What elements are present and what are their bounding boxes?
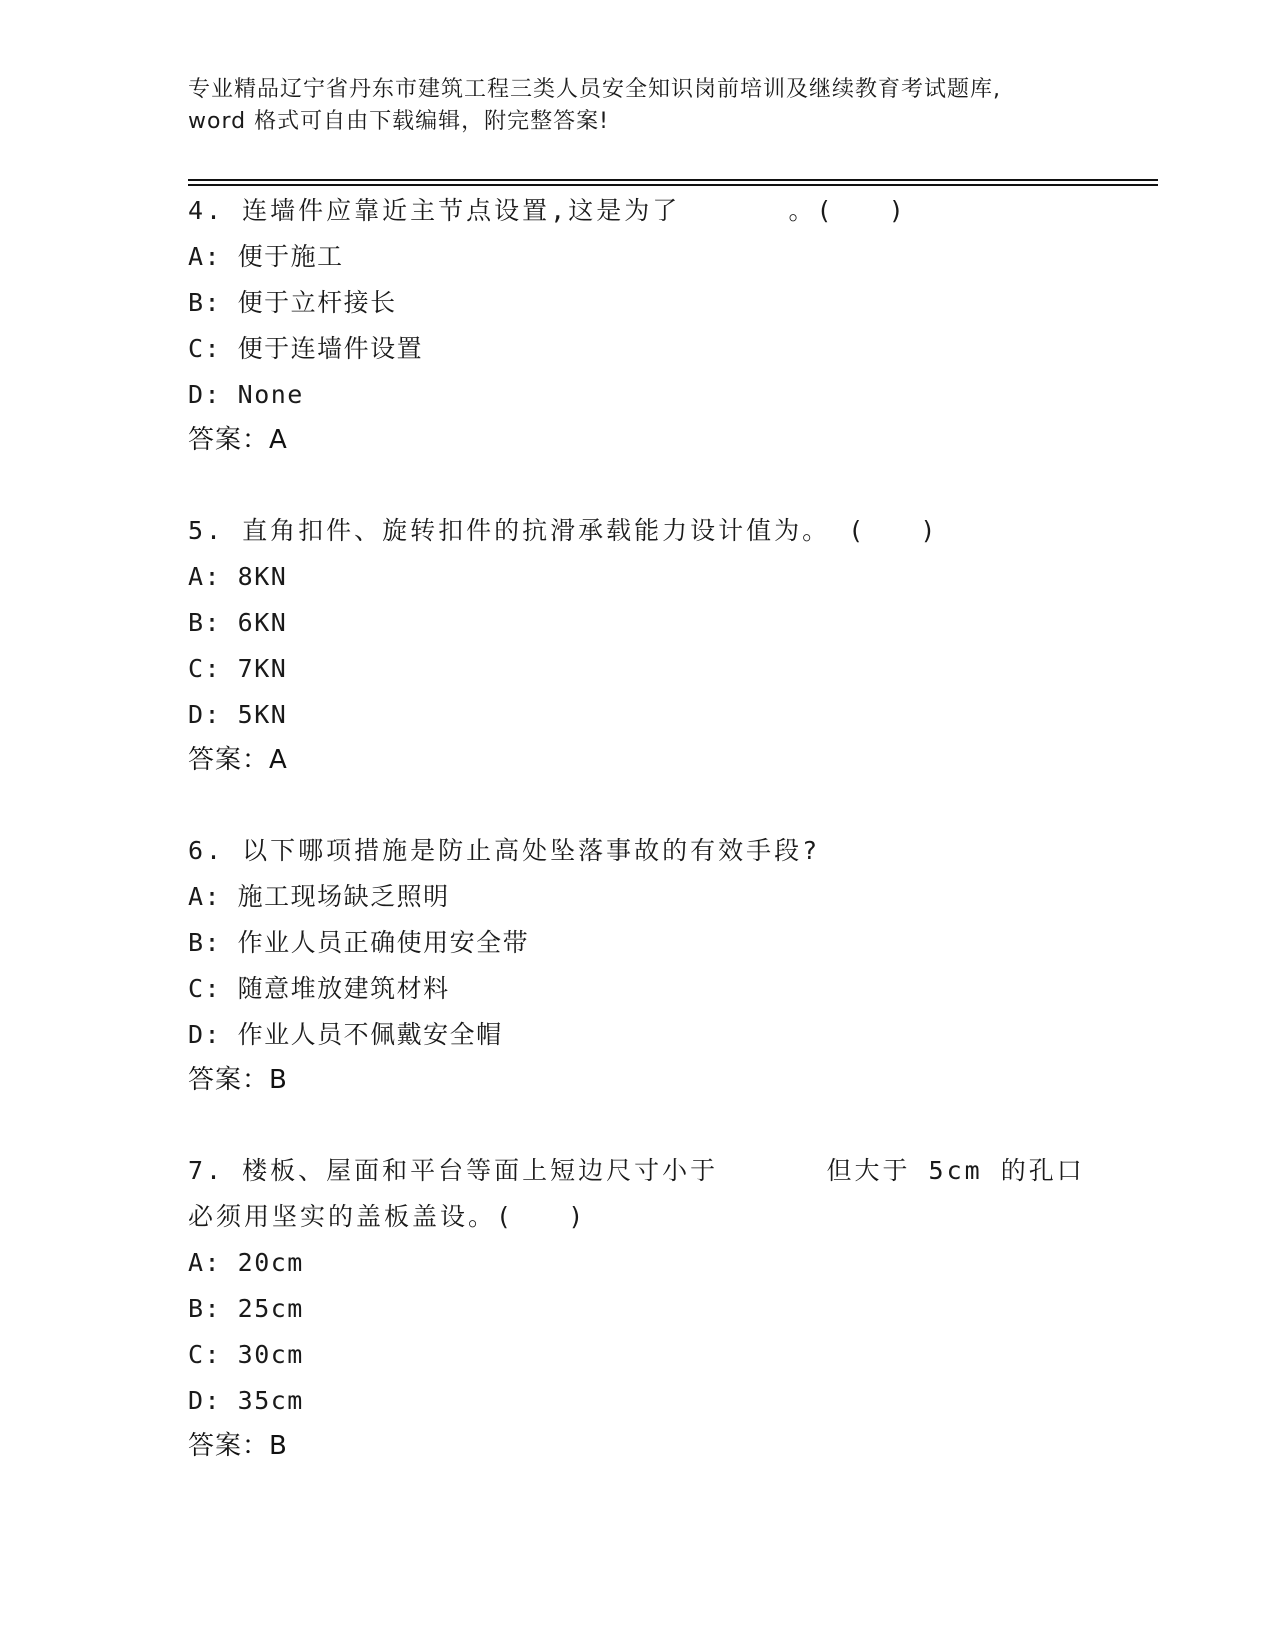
option-a: A: 20cm	[188, 1248, 304, 1277]
option-d: D: 35cm	[188, 1386, 304, 1415]
option-c: C: 30cm	[188, 1340, 304, 1369]
question-7	[188, 1148, 1088, 1468]
option-b: B: 作业人员正确使用安全带	[188, 928, 530, 957]
header-divider-bottom	[188, 184, 1158, 186]
header-title-line-2: word 格式可自由下载编辑，附完整答案!	[188, 109, 609, 134]
option-d: D: 5KN	[188, 700, 288, 729]
document-header	[188, 74, 1088, 138]
option-b: B: 25cm	[188, 1294, 304, 1323]
answer-label: 答案：B	[188, 1431, 288, 1461]
answer-label: 答案：A	[188, 425, 288, 455]
question-6	[188, 828, 1088, 1102]
option-b: B: 便于立杆接长	[188, 288, 397, 317]
option-a: A: 8KN	[188, 562, 288, 591]
question-5	[188, 508, 1088, 782]
option-c: C: 便于连墙件设置	[188, 334, 424, 363]
header-divider-top	[188, 179, 1158, 181]
question-text: 6. 以下哪项措施是防止高处坠落事故的有效手段?	[188, 836, 821, 865]
answer-label: 答案：A	[188, 745, 288, 775]
option-d: D: None	[188, 380, 304, 409]
option-c: C: 随意堆放建筑材料	[188, 974, 450, 1003]
header-title-line-1: 专业精品辽宁省丹东市建筑工程三类人员安全知识岗前培训及继续教育考试题库,	[188, 77, 1001, 102]
question-text: 7. 楼板、屋面和平台等面上短边尺寸小于 但大于 5cm 的孔口必须用坚实的盖板盖设。( )	[188, 1156, 1085, 1231]
answer-label: 答案：B	[188, 1065, 288, 1095]
option-d: D: 作业人员不佩戴安全帽	[188, 1020, 503, 1049]
option-a: A: 施工现场缺乏照明	[188, 882, 450, 911]
option-b: B: 6KN	[188, 608, 288, 637]
option-a: A: 便于施工	[188, 242, 344, 271]
question-text: 5. 直角扣件、旋转扣件的抗滑承载能力设计值为。 ( )	[188, 516, 939, 545]
option-c: C: 7KN	[188, 654, 288, 683]
question-text: 4. 连墙件应靠近主节点设置,这是为了 。( )	[188, 196, 907, 225]
question-4	[188, 188, 1088, 462]
